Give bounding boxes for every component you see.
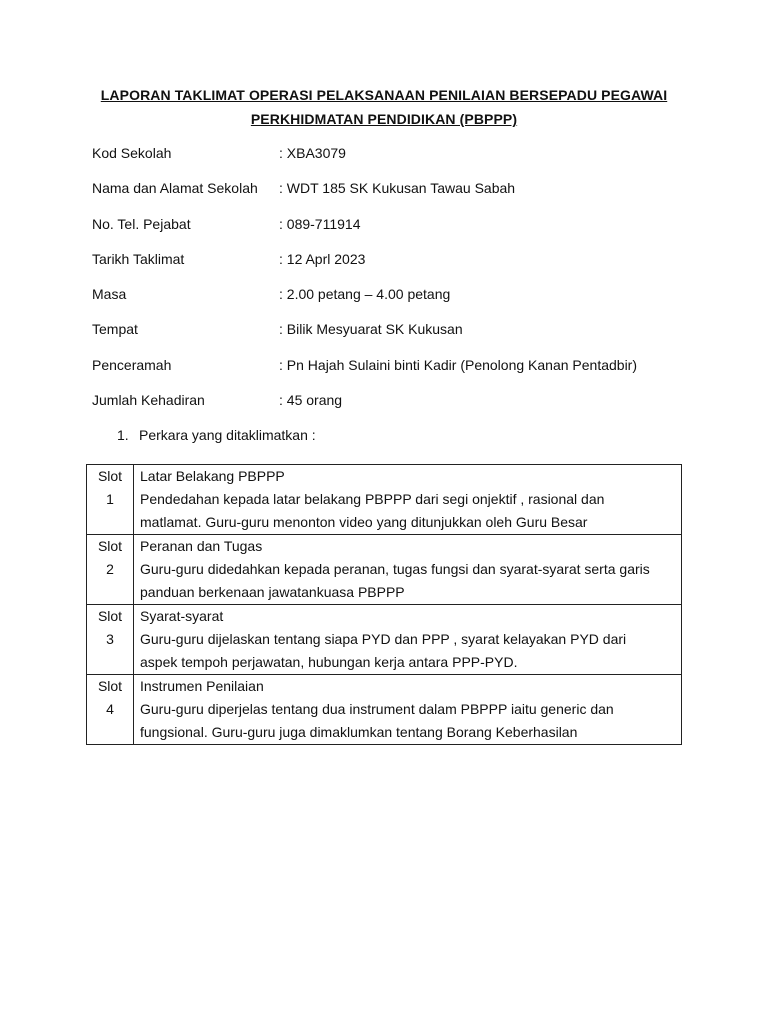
slot-number: 4 <box>106 701 114 717</box>
slot-label: Slot <box>97 678 123 694</box>
info-value: : WDT 185 SK Kukusan Tawau Sabah <box>279 180 516 196</box>
slot-number: 1 <box>106 491 114 507</box>
slot-description-line: Guru-guru didedahkan kepada peranan, tugas fungsi dan syarat-syarat serta garis <box>140 561 650 577</box>
info-label: Masa <box>92 286 127 302</box>
slot-title: Latar Belakang PBPPP <box>140 468 285 484</box>
slot-description-line: fungsional. Guru-guru juga dimaklumkan tentang Borang Keberhasilan <box>140 724 578 740</box>
slot-title: Peranan dan Tugas <box>140 538 263 554</box>
info-label: Tarikh Taklimat <box>92 251 185 267</box>
slot-cell <box>87 535 134 605</box>
slot-description-line: Guru-guru diperjelas tentang dua instrument dalam PBPPP iaitu generic dan <box>140 701 614 717</box>
slot-description-line: aspek tempoh perjawatan, hubungan kerja antara PPP-PYD. <box>140 654 518 670</box>
document-title-line-2: PERKHIDMATAN PENDIDIKAN (PBPPP) <box>250 111 518 127</box>
slot-cell <box>87 605 134 675</box>
table-row <box>87 605 682 675</box>
slot-label: Slot <box>97 538 123 554</box>
slot-content <box>134 465 682 535</box>
slot-cell <box>87 465 134 535</box>
info-label: Kod Sekolah <box>92 145 172 161</box>
slot-number: 2 <box>106 561 114 577</box>
info-value: : Bilik Mesyuarat SK Kukusan <box>279 321 463 337</box>
document-title-line-1: LAPORAN TAKLIMAT OPERASI PELAKSANAAN PENILAIAN BERSEPADU PEGAWAI <box>100 87 668 103</box>
slot-content <box>134 535 682 605</box>
table-row <box>87 465 682 535</box>
info-label: Jumlah Kehadiran <box>92 392 205 408</box>
info-label: Nama dan Alamat Sekolah <box>92 180 258 196</box>
slot-description-line: matlamat. Guru-guru menonton video yang ditunjukkan oleh Guru Besar <box>140 514 588 530</box>
info-value: : 12 Aprl 2023 <box>279 251 366 267</box>
info-value: : 45 orang <box>279 392 343 408</box>
section-number: 1. <box>117 427 129 443</box>
slot-number: 3 <box>106 631 114 647</box>
slot-title: Syarat-syarat <box>140 608 224 624</box>
slot-description-line: panduan berkenaan jawatankuasa PBPPP <box>140 584 405 600</box>
table-row <box>87 535 682 605</box>
slot-cell <box>87 675 134 745</box>
slot-label: Slot <box>97 608 123 624</box>
slot-content <box>134 675 682 745</box>
slot-content <box>134 605 682 675</box>
info-value: : Pn Hajah Sulaini binti Kadir (Penolong Kanan Pentadbir) <box>279 357 638 373</box>
slots-table <box>86 464 682 745</box>
info-value: : 089-711914 <box>279 216 361 232</box>
slot-description-line: Guru-guru dijelaskan tentang siapa PYD dan PPP , syarat kelayakan PYD dari <box>140 631 627 647</box>
section-heading-text: Perkara yang ditaklimatkan : <box>139 427 316 443</box>
info-label: Tempat <box>92 321 138 337</box>
info-value: : XBA3079 <box>279 145 346 161</box>
section-heading <box>117 427 316 443</box>
table-row <box>87 675 682 745</box>
info-label: No. Tel. Pejabat <box>92 216 191 232</box>
slot-description-line: Pendedahan kepada latar belakang PBPPP dari segi onjektif , rasional dan <box>140 491 605 507</box>
info-label: Penceramah <box>92 357 172 373</box>
slot-title: Instrumen Penilaian <box>140 678 264 694</box>
slot-label: Slot <box>97 468 123 484</box>
info-value: : 2.00 petang – 4.00 petang <box>279 286 451 302</box>
